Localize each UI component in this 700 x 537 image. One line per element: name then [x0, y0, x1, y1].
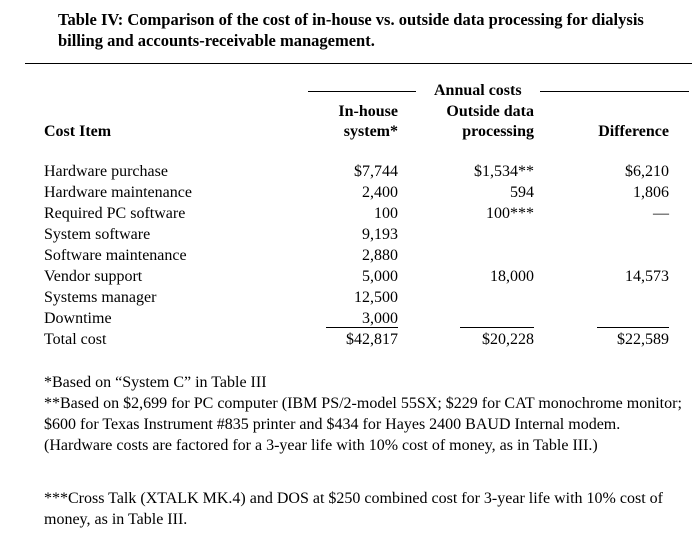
cost-item: Total cost	[44, 331, 107, 348]
cost-item: Software maintenance	[44, 247, 187, 264]
cost-item: System software	[44, 226, 151, 243]
difference-value: 14,573	[625, 268, 669, 285]
outside-total-rule	[460, 327, 534, 328]
table-row	[0, 245, 700, 266]
in-house-header-1: In-house	[338, 103, 398, 120]
footnote-2: **Based on $2,699 for PC computer (IBM PS/2-model 55SX; $229 for CAT monochrome monitor; $600 for Texas Instrument #835 printer and $434 for Hayes 2400 BAUD Internal modem. (Hardware costs are factored for a 3-year life with 10% cost of money, as in Table III.)	[44, 395, 682, 454]
annual-costs-rule-left	[308, 91, 416, 92]
table-row	[0, 266, 700, 287]
table-row	[0, 224, 700, 245]
table-row	[0, 308, 700, 329]
outside-value: 100***	[486, 205, 534, 222]
annual-costs-header: Annual costs	[434, 82, 522, 99]
difference-value: 1,806	[633, 184, 669, 201]
top-rule	[25, 63, 692, 64]
outside-value: 18,000	[490, 268, 534, 285]
in-house-value: 3,000	[362, 310, 398, 327]
in-house-value: 12,500	[354, 289, 398, 306]
difference-value: —	[653, 205, 669, 222]
table-row	[0, 203, 700, 224]
in-house-value: 2,400	[362, 184, 398, 201]
outside-value: 594	[510, 184, 534, 201]
outside-header-1: Outside data	[446, 103, 534, 120]
difference-value: $6,210	[625, 163, 669, 180]
in-house-value: 100	[374, 205, 398, 222]
in-house-total-rule	[326, 327, 398, 328]
cost-item: Required PC software	[44, 205, 186, 222]
table-row	[0, 287, 700, 308]
difference-header: Difference	[598, 123, 669, 140]
cost-item-header: Cost Item	[44, 123, 112, 140]
cost-item: Downtime	[44, 310, 112, 327]
difference-value: $22,589	[617, 331, 669, 348]
cost-item: Systems manager	[44, 289, 157, 306]
cost-item: Hardware maintenance	[44, 184, 192, 201]
footnote-1: *Based on “System C” in Table III	[44, 374, 267, 391]
cost-item: Vendor support	[44, 268, 143, 285]
outside-value: $1,534**	[474, 163, 534, 180]
outside-header-2: processing	[462, 123, 534, 140]
in-house-value: $7,744	[354, 163, 398, 180]
table-row	[0, 161, 700, 182]
annual-costs-rule-right	[540, 91, 689, 92]
in-house-value: 9,193	[362, 226, 398, 243]
in-house-header-2: system*	[343, 123, 398, 140]
footnote-3: ***Cross Talk (XTALK MK.4) and DOS at $250 combined cost for 3-year life with 10% cost of money, as in Table III.	[44, 490, 663, 528]
difference-total-rule	[597, 327, 669, 328]
outside-value: $20,228	[482, 331, 534, 348]
in-house-value: $42,817	[346, 331, 398, 348]
total-row	[0, 329, 700, 350]
table-row	[0, 182, 700, 203]
in-house-value: 2,880	[362, 247, 398, 264]
table-title: Table IV: Comparison of the cost of in-house vs. outside data processing for dialysis billing and accounts-receivable management.	[58, 10, 644, 50]
in-house-value: 5,000	[362, 268, 398, 285]
cost-item: Hardware purchase	[44, 163, 168, 180]
